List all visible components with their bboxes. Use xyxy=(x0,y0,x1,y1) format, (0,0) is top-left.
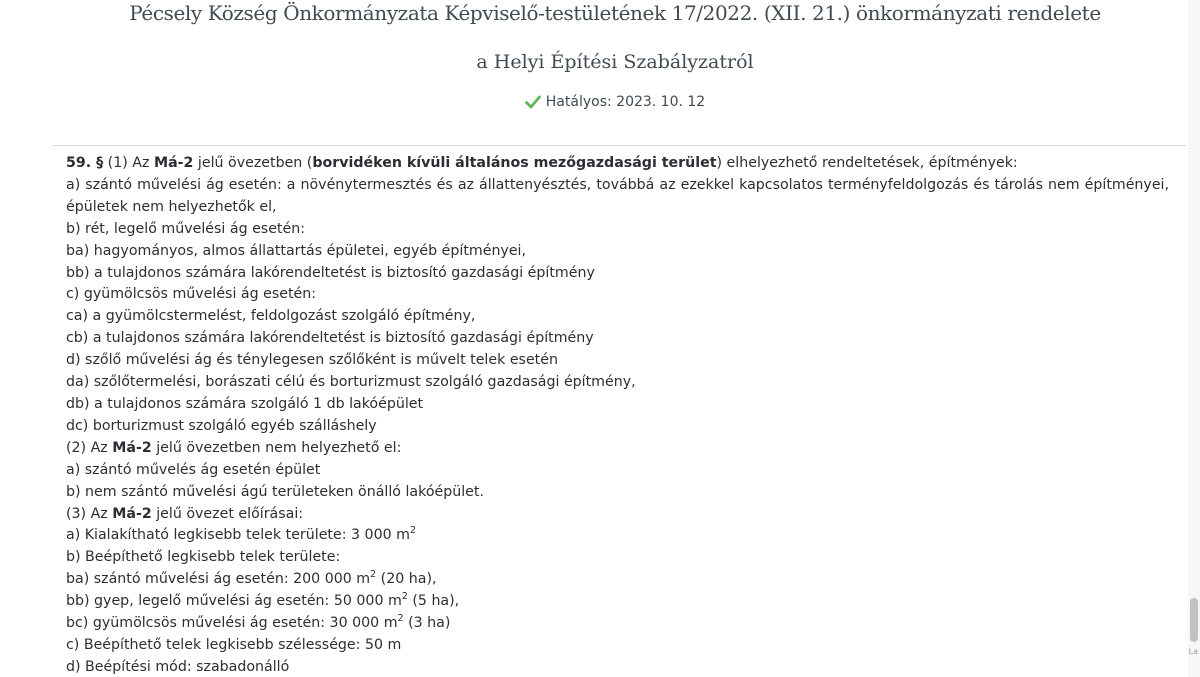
zone-code: Má-2 xyxy=(112,439,152,456)
item-bb: bb) a tulajdonos számára lakórendeltetést is biztosító gazdasági építmény xyxy=(66,264,595,281)
paragraph-3-intro xyxy=(54,504,1169,526)
scrollbar-thumb[interactable] xyxy=(1190,598,1198,642)
text-fragment: (1) Az xyxy=(103,155,154,171)
item-a: a) szántó művelési ág esetén: a növénytermesztés és az állattenyésztés, továbbá az ezekkel kapcsolatos terményfeldolgozás és tárolás nem építményei, épületek nem helyezhetők el, xyxy=(66,176,1169,215)
p3-item-bb xyxy=(54,591,1169,613)
item-c: c) gyümölcsös művelési ág esetén: xyxy=(66,286,317,303)
item-ca: ca) a gyümölcstermelést, feldolgozást szolgáló építmény, xyxy=(66,308,476,325)
document-subtitle: a Helyi Építési Szabályzatról xyxy=(476,51,754,73)
zone-description: borvidéken kívüli általános mezőgazdasági terület xyxy=(312,155,717,171)
p3-item-b: b) Beépíthető legkisebb telek területe: xyxy=(66,549,341,566)
p3-item-d: d) Beépítési mód: szabadonálló xyxy=(66,658,290,675)
item-db: db) a tulajdonos számára szolgáló 1 db lakóépület xyxy=(66,395,424,412)
text-fragment: (3) Az xyxy=(66,505,113,522)
text-fragment: (20 ha), xyxy=(376,571,437,588)
superscript: 2 xyxy=(409,525,416,537)
item-da: da) szőlőtermelési, borászati célú és borturizmust szolgáló gazdasági építmény, xyxy=(66,374,636,391)
corner-label: La xyxy=(1188,647,1198,656)
item-ba: ba) hagyományos, almos állattartás épületei, egyéb építményei, xyxy=(66,242,527,259)
p3-item-a xyxy=(54,525,1169,547)
zone-code: Má-2 xyxy=(153,155,194,171)
item-d: d) szőlő művelési ág és ténylegesen szőlőként is művelt telek esetén xyxy=(66,352,558,369)
section-59 xyxy=(54,153,1169,677)
document-title: Pécsely Község Önkormányzata Képviselő-testületének 17/2022. (XII. 21.) önkormányzati rendelete xyxy=(129,1,1101,25)
scrollbar-track[interactable] xyxy=(1188,0,1200,677)
text-fragment: (2) Az xyxy=(66,439,113,456)
effective-label: Hatályos: 2023. 10. 12 xyxy=(545,94,706,110)
text-fragment: bc) gyümölcsös művelési ág esetén: 30 000 m xyxy=(66,615,398,632)
item-dc: dc) borturizmust szolgáló egyéb szálláshely xyxy=(66,417,377,434)
section-number: 59. § xyxy=(66,155,104,171)
text-fragment: ba) szántó művelési ág esetén: 200 000 m xyxy=(66,571,371,588)
p2-item-a: a) szántó művelés ág esetén épület xyxy=(66,461,321,478)
text-fragment: (5 ha), xyxy=(407,593,460,610)
superscript: 2 xyxy=(370,569,377,581)
text-fragment: a) Kialakítható legkisebb telek területe: 3 000 m xyxy=(66,527,410,544)
effective-date xyxy=(0,94,1200,113)
content-divider xyxy=(52,145,1186,146)
item-cb: cb) a tulajdonos számára lakórendeltetést is biztosító gazdasági építmény xyxy=(66,330,594,347)
text-fragment: jelű övezetben nem helyezhető el: xyxy=(151,439,402,456)
p2-item-b: b) nem szántó művelési ágú területeken önálló lakóépület. xyxy=(66,483,484,500)
p3-item-bc xyxy=(54,613,1169,635)
p3-item-c: c) Beépíthető telek legkisebb szélessége: 50 m xyxy=(66,636,402,653)
text-fragment: bb) gyep, legelő művelési ág esetén: 50 000 m xyxy=(66,593,402,610)
text-fragment: ) elhelyezhető rendeltetések, építmények: xyxy=(716,155,1018,171)
superscript: 2 xyxy=(397,613,404,625)
check-icon xyxy=(525,95,541,113)
text-fragment: jelű övezetben ( xyxy=(193,155,313,171)
p3-item-ba xyxy=(54,569,1169,591)
paragraph-1-intro xyxy=(54,153,1169,175)
paragraph-2-intro xyxy=(54,438,1169,460)
superscript: 2 xyxy=(401,591,408,603)
zone-code: Má-2 xyxy=(112,505,152,522)
item-b: b) rét, legelő művelési ág esetén: xyxy=(66,220,305,237)
text-fragment: (3 ha) xyxy=(403,615,451,632)
text-fragment: jelű övezet előírásai: xyxy=(151,505,304,522)
